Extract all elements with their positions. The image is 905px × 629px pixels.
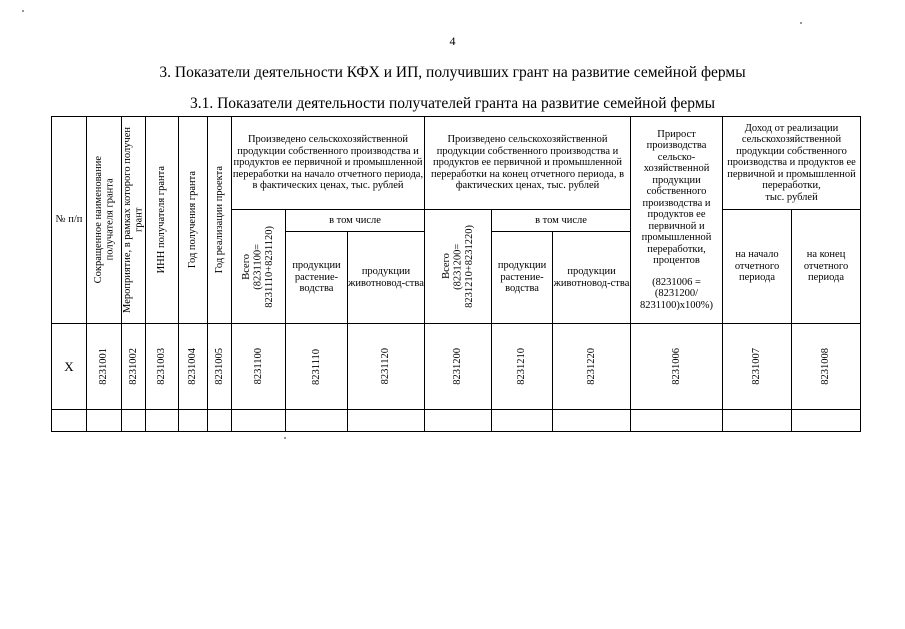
empty-cell — [631, 410, 723, 432]
code-row — [52, 324, 861, 410]
empty-data-row — [52, 410, 861, 432]
empty-cell — [232, 410, 286, 432]
event-header: Мероприятие, в рамках которого получен грант — [122, 117, 146, 324]
code-animal-end: 8231220 — [553, 324, 631, 410]
total-start-header: Всего (8231100= 8231110+8231120) — [232, 210, 286, 324]
code-short-name: 8231001 — [87, 324, 122, 410]
empty-cell — [553, 410, 631, 432]
num-header: № п/п — [52, 117, 87, 324]
empty-cell — [348, 410, 425, 432]
code-year-received: 8231004 — [179, 324, 208, 410]
section-title: 3. Показатели деятельности КФХ и ИП, получивших грант на развитие семейной фермы — [159, 64, 746, 81]
code-income-end: 8231008 — [792, 324, 861, 410]
code-income-start: 8231007 — [723, 324, 792, 410]
scan-speck — [800, 22, 802, 24]
code-crop-end: 8231210 — [492, 324, 553, 410]
empty-cell — [208, 410, 232, 432]
code-animal-start: 8231120 — [348, 324, 425, 410]
income-header: Доход от реализации сельскохозяйственной продукции собственного производства и продуктов ее первичной и промышленной переработки, тыс. рублей — [723, 117, 861, 210]
including-end-header: в том числе — [492, 210, 631, 232]
crop-end-header: продукции растение-водства — [492, 232, 553, 324]
empty-cell — [723, 410, 792, 432]
code-crop-start: 8231110 — [286, 324, 348, 410]
empty-cell — [792, 410, 861, 432]
header-row-1 — [52, 117, 861, 210]
code-event: 8231002 — [122, 324, 146, 410]
empty-cell — [286, 410, 348, 432]
produced-start-header: Произведено сельскохозяйственной продукции собственного производства и продуктов ее первичной и промышленной переработки на начало отчетного периода, в фактических ценах, тыс. рублей — [232, 117, 425, 210]
year-received-header: Год получения гранта — [179, 117, 208, 324]
empty-cell — [87, 410, 122, 432]
scan-speck — [284, 437, 286, 439]
code-total-start: 8231100 — [232, 324, 286, 410]
indicators-table — [51, 116, 861, 432]
page-number: 4 — [449, 34, 456, 48]
code-inn: 8231003 — [146, 324, 179, 410]
empty-cell — [52, 410, 87, 432]
empty-cell — [425, 410, 492, 432]
including-start-header: в том числе — [286, 210, 425, 232]
empty-cell — [492, 410, 553, 432]
growth-label: Прирост производства сельско-хозяйственной продукции собственного производства и продуктов ее первичной и промышленной переработки, процентов — [641, 128, 712, 267]
growth-formula: (8231006 = (8231200/ 8231100)x100%) — [639, 276, 714, 311]
code-total-end: 8231200 — [425, 324, 492, 410]
inn-header: ИНН получателя гранта — [146, 117, 179, 324]
scan-speck — [22, 10, 24, 12]
code-year-project: 8231005 — [208, 324, 232, 410]
produced-end-header: Произведено сельскохозяйственной продукции собственного производства и продуктов ее первичной и промышленной переработки на конец отчетного периода, в фактических ценах, тыс. рублей — [425, 117, 631, 210]
empty-cell — [146, 410, 179, 432]
growth-header — [631, 117, 723, 324]
code-num: X — [52, 324, 87, 410]
total-end-header: Всего (8231200= 8231210+8231220) — [425, 210, 492, 324]
crop-start-header: продукции растение-водства — [286, 232, 348, 324]
income-end-header: на конец отчетного периода — [792, 210, 861, 324]
subsection-title: 3.1. Показатели деятельности получателей гранта на развитие семейной фермы — [189, 95, 716, 112]
code-growth: 8231006 — [631, 324, 723, 410]
empty-cell — [122, 410, 146, 432]
year-project-header: Год реализации проекта — [208, 117, 232, 324]
short-name-header: Сокращенное наименование получателя гранта — [87, 117, 122, 324]
income-start-header: на начало отчетного периода — [723, 210, 792, 324]
animal-start-header: продукции животновод-ства — [348, 232, 425, 324]
animal-end-header: продукции животновод-ства — [553, 232, 631, 324]
empty-cell — [179, 410, 208, 432]
